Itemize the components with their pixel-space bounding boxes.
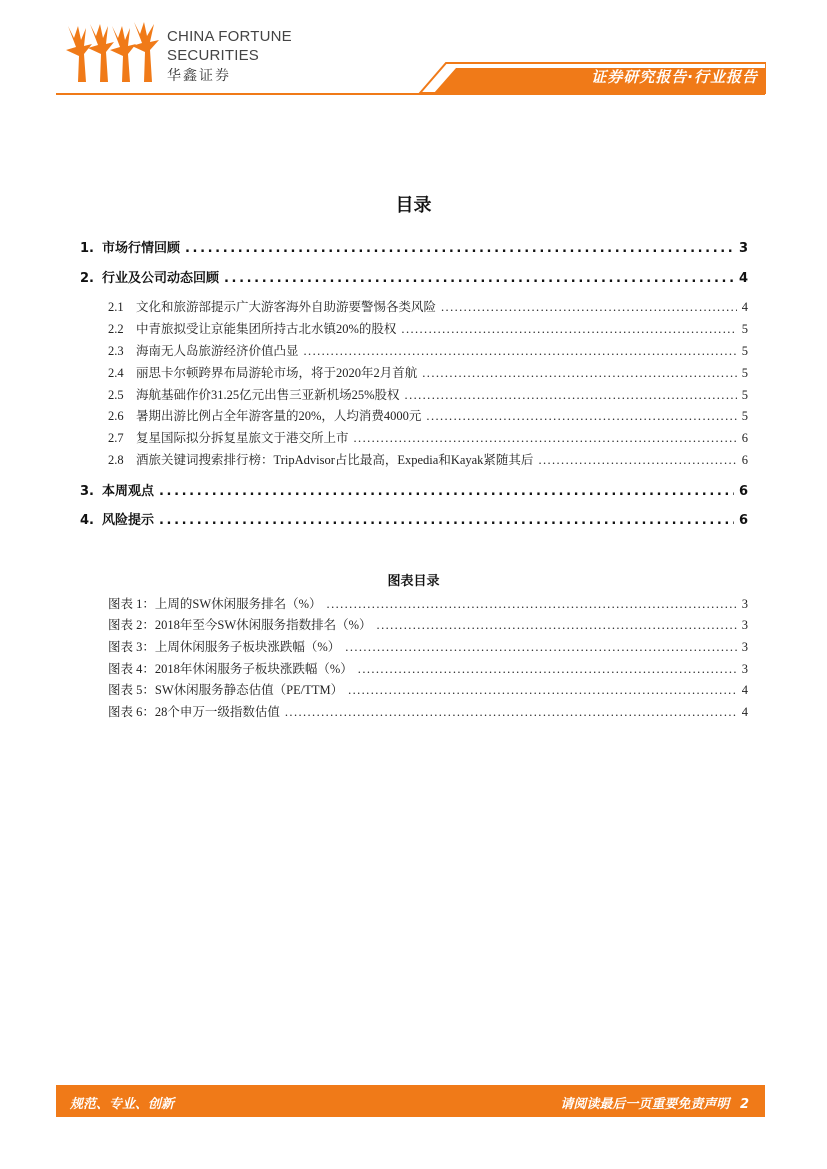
toc-entry-number: 2. — [80, 271, 94, 286]
figure-entry-6[interactable] — [108, 702, 748, 720]
toc-subentry-label: 海南无人岛旅游经济价值凸显 — [136, 344, 299, 358]
toc-leader-dots — [348, 683, 737, 698]
toc-entry-page: 6 — [738, 484, 748, 499]
footer-slogan: 规范、专业、创新 — [70, 1097, 175, 1112]
figure-entry-label: 图表 1：上周的SW休闲服务排名（%） — [108, 597, 322, 611]
company-logo-icon — [64, 20, 160, 86]
toc-subentry-2-4[interactable] — [108, 363, 748, 381]
toc-subentry-number: 2.5 — [108, 388, 124, 402]
toc-subentry-label: 暑期出游比例占全年游客量的20%，人均消费4000元 — [136, 409, 422, 423]
brand-name-chinese: 华鑫证券 — [167, 68, 231, 84]
figure-entry-3[interactable] — [108, 637, 748, 655]
toc-subentry-page: 6 — [741, 453, 748, 467]
figure-entry-label: 图表 4：2018年休闲服务子板块涨跌幅（%） — [108, 662, 353, 676]
toc-subentry-page: 5 — [741, 366, 748, 380]
figure-entry-4[interactable] — [108, 659, 748, 677]
toc-subentry-label: 中青旅拟受让京能集团所持古北水镇20%的股权 — [136, 322, 397, 336]
toc-subentry-2-7[interactable] — [108, 428, 748, 446]
toc-leader-dots — [441, 300, 737, 315]
toc-leader-dots — [426, 409, 736, 424]
toc-entry-4[interactable] — [80, 509, 748, 528]
figure-entry-label: 图表 2：2018年至今SW休闲服务指数排名（%） — [108, 618, 372, 632]
toc-title: 目录 — [395, 195, 432, 216]
figure-entry-label: 图表 6：28个申万一级指数估值 — [108, 705, 280, 719]
toc-subentry-2-8[interactable] — [108, 450, 748, 468]
toc-leader-dots — [159, 513, 734, 528]
report-type-tag: 证券研究报告·行业报告 — [591, 68, 758, 86]
toc-subentry-number: 2.2 — [108, 322, 124, 336]
figure-entry-5[interactable] — [108, 680, 748, 698]
toc-leader-dots — [422, 366, 736, 381]
toc-entry-2[interactable] — [80, 267, 748, 286]
figure-entry-page: 3 — [741, 662, 748, 676]
toc-entry-page: 6 — [738, 513, 748, 528]
brand-name-line2: SECURITIES — [167, 47, 260, 64]
toc-subentry-2-3[interactable] — [108, 341, 748, 359]
toc-entry-number: 3. — [80, 484, 94, 499]
toc-leader-dots — [401, 322, 736, 337]
figure-entry-1[interactable] — [108, 594, 748, 612]
toc-subentry-number: 2.4 — [108, 366, 124, 380]
toc-entry-label: 行业及公司动态回顾 — [102, 271, 220, 286]
toc-entry-3[interactable] — [80, 480, 748, 499]
toc-subentry-number: 2.8 — [108, 453, 124, 467]
toc-entry-page: 3 — [738, 241, 748, 256]
toc-subentry-page: 5 — [741, 409, 748, 423]
figure-entry-page: 3 — [741, 618, 748, 632]
figure-entry-page: 3 — [741, 640, 748, 654]
toc-subentry-2-6[interactable] — [108, 406, 748, 424]
toc-entry-1[interactable] — [80, 237, 748, 256]
brand-name-line1: CHINA FORTUNE — [167, 28, 292, 45]
toc-subentry-page: 6 — [741, 431, 748, 445]
toc-subentry-label: 文化和旅游部提示广大游客海外自助游要警惕各类风险 — [136, 300, 437, 314]
figure-list-title: 图表目录 — [387, 574, 440, 589]
toc-subentry-2-5[interactable] — [108, 385, 748, 403]
footer-disclaimer — [560, 1093, 749, 1112]
page-number: 2 — [739, 1097, 749, 1112]
toc-subentry-number: 2.7 — [108, 431, 124, 445]
toc-subentry-number: 2.3 — [108, 344, 124, 358]
toc-leader-dots — [185, 241, 734, 256]
toc-entry-label: 市场行情回顾 — [102, 241, 181, 256]
header-divider — [56, 93, 765, 95]
toc-leader-dots — [224, 271, 734, 286]
toc-subentry-2-2[interactable] — [108, 319, 748, 337]
toc-subentry-label: 酒旅关键词搜索排行榜：TripAdvisor占比最高，Expedia和Kayak紧随其后 — [136, 453, 534, 467]
toc-entry-page: 4 — [738, 271, 748, 286]
toc-entry-number: 4. — [80, 513, 94, 528]
toc-subentry-page: 5 — [741, 344, 748, 358]
toc-subentry-label: 丽思卡尔顿跨界布局游轮市场，将于2020年2月首航 — [136, 366, 418, 380]
figure-entry-label: 图表 3：上周休闲服务子板块涨跌幅（%） — [108, 640, 341, 654]
footer-disclaimer-text: 请阅读最后一页重要免责声明 — [560, 1097, 730, 1112]
toc-leader-dots — [538, 453, 736, 468]
figure-entry-page: 4 — [741, 683, 748, 697]
toc-subentry-label: 海航基础作价31.25亿元出售三亚新机场25%股权 — [136, 388, 400, 402]
toc-leader-dots — [354, 431, 737, 446]
toc-subentry-2-1[interactable] — [108, 297, 748, 315]
toc-subentry-label: 复星国际拟分拆复星旅文于港交所上市 — [136, 431, 349, 445]
toc-leader-dots — [358, 662, 737, 677]
toc-leader-dots — [304, 344, 737, 359]
toc-leader-dots — [327, 597, 737, 612]
toc-entry-label: 风险提示 — [102, 513, 155, 528]
toc-subentry-number: 2.6 — [108, 409, 124, 423]
figure-entry-2[interactable] — [108, 615, 748, 633]
toc-leader-dots — [159, 484, 734, 499]
toc-leader-dots — [345, 640, 736, 655]
toc-entry-label: 本周观点 — [102, 484, 155, 499]
toc-subentry-page: 5 — [741, 388, 748, 402]
toc-entry-number: 1. — [80, 241, 94, 256]
toc-leader-dots — [377, 618, 737, 633]
toc-subentry-page: 4 — [741, 300, 748, 314]
toc-subentry-page: 5 — [741, 322, 748, 336]
toc-subentry-number: 2.1 — [108, 300, 124, 314]
toc-leader-dots — [405, 388, 737, 403]
toc-leader-dots — [285, 705, 737, 720]
figure-entry-page: 3 — [741, 597, 748, 611]
figure-entry-page: 4 — [741, 705, 748, 719]
figure-entry-label: 图表 5：SW休闲服务静态估值（PE/TTM） — [108, 683, 344, 697]
brand-name-english — [167, 27, 292, 65]
